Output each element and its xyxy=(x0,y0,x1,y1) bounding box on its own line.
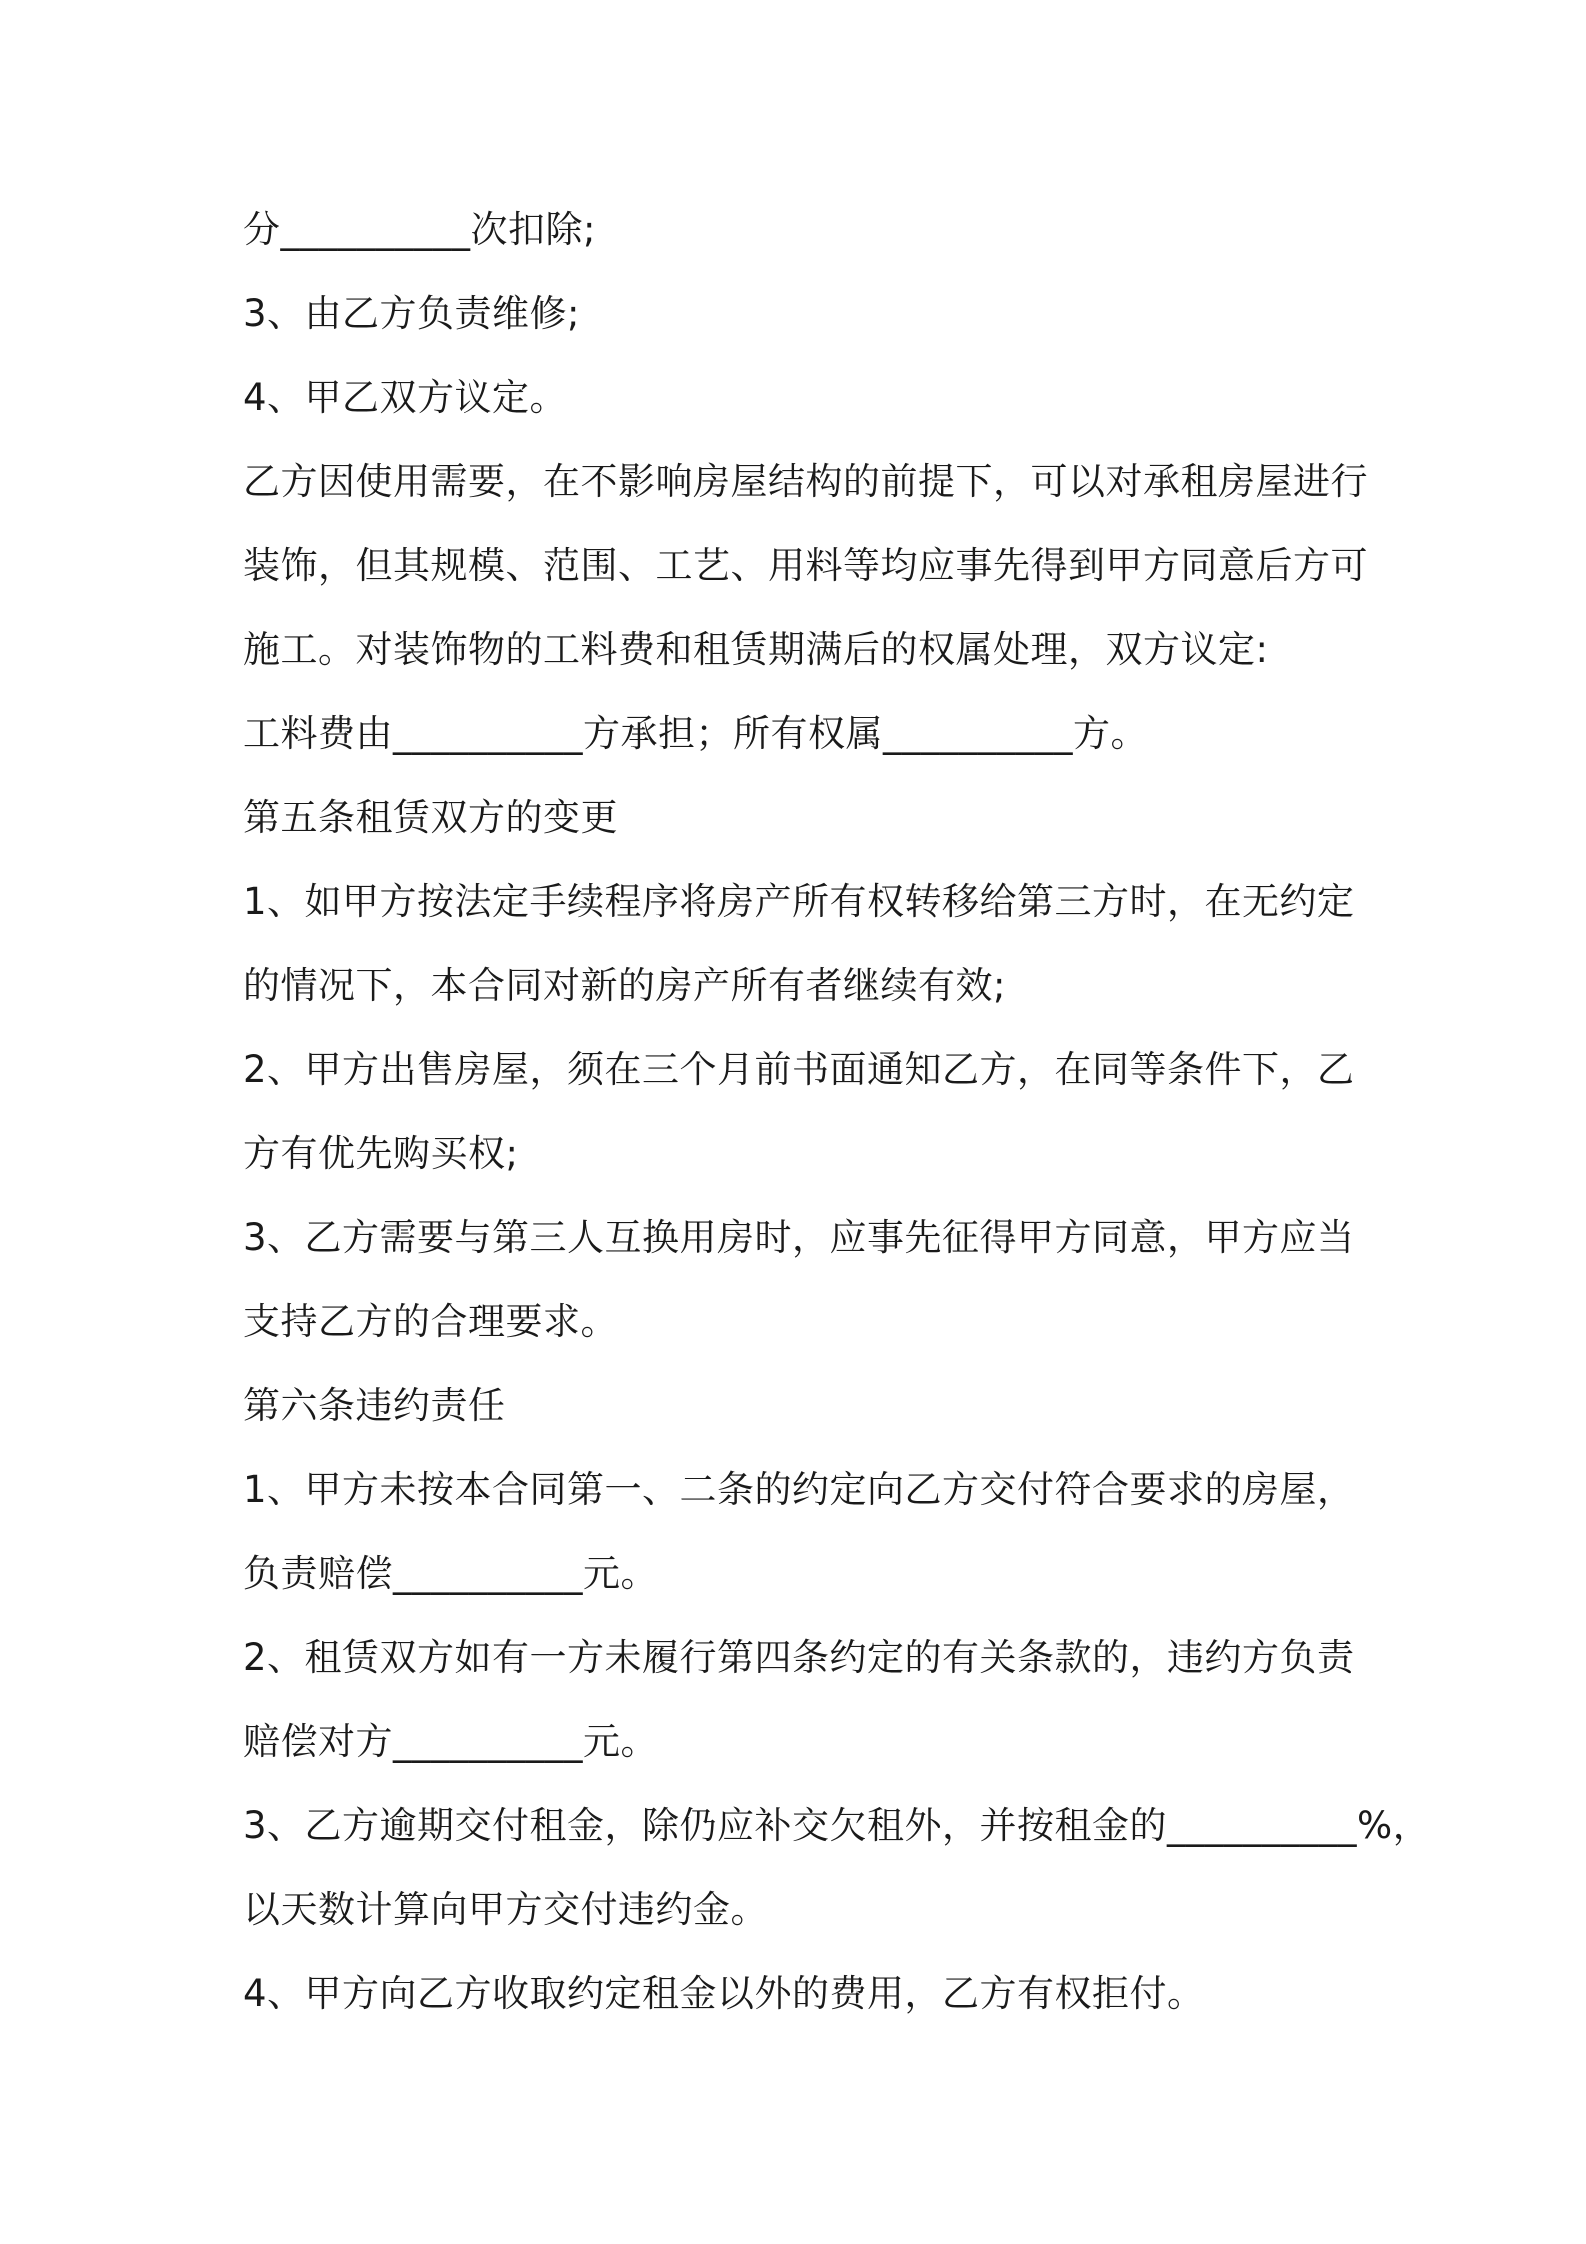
text-line: 3、乙方逾期交付租金，除仍应补交欠租外，并按租金的__________%， xyxy=(243,1804,1431,1847)
text-line: 2、租赁双方如有一方未履行第四条约定的有关条款的，违约方负责 xyxy=(243,1636,1355,1679)
text-line: 装饰，但其规模、范围、工艺、用料等均应事先得到甲方同意后方可 xyxy=(243,544,1368,587)
text-line: 4、甲方向乙方收取约定租金以外的费用，乙方有权拒付。 xyxy=(243,1972,1205,2015)
text-line: 乙方因使用需要，在不影响房屋结构的前提下，可以对承租房屋进行 xyxy=(243,460,1368,503)
text-line: 1、甲方未按本合同第一、二条的约定向乙方交付符合要求的房屋， xyxy=(243,1468,1355,1511)
text-line: 分__________次扣除; xyxy=(243,208,596,251)
document-body xyxy=(243,200,1431,2048)
section-heading: 第六条违约责任 xyxy=(243,1384,506,1427)
text-line: 以天数计算向甲方交付违约金。 xyxy=(243,1888,768,1931)
text-line: 2、甲方出售房屋，须在三个月前书面通知乙方，在同等条件下，乙 xyxy=(243,1048,1355,1091)
text-line: 的情况下，本合同对新的房产所有者继续有效; xyxy=(243,964,1006,1007)
text-line: 赔偿对方__________元。 xyxy=(243,1720,658,1763)
text-line: 工料费由__________方承担；所有权属__________方。 xyxy=(243,712,1148,755)
section-heading: 第五条租赁双方的变更 xyxy=(243,796,618,839)
text-line: 方有优先购买权; xyxy=(243,1132,519,1175)
text-line: 支持乙方的合理要求。 xyxy=(243,1300,618,1343)
text-line: 施工。对装饰物的工料费和租赁期满后的权属处理，双方议定: xyxy=(243,628,1269,671)
text-line: 负责赔偿__________元。 xyxy=(243,1552,658,1595)
text-line: 4、甲乙双方议定。 xyxy=(243,376,568,419)
text-line: 3、乙方需要与第三人互换用房时，应事先征得甲方同意，甲方应当 xyxy=(243,1216,1355,1259)
text-line: 3、由乙方负责维修; xyxy=(243,292,581,335)
text-line: 1、如甲方按法定手续程序将房产所有权转移给第三方时，在无约定 xyxy=(243,880,1355,923)
